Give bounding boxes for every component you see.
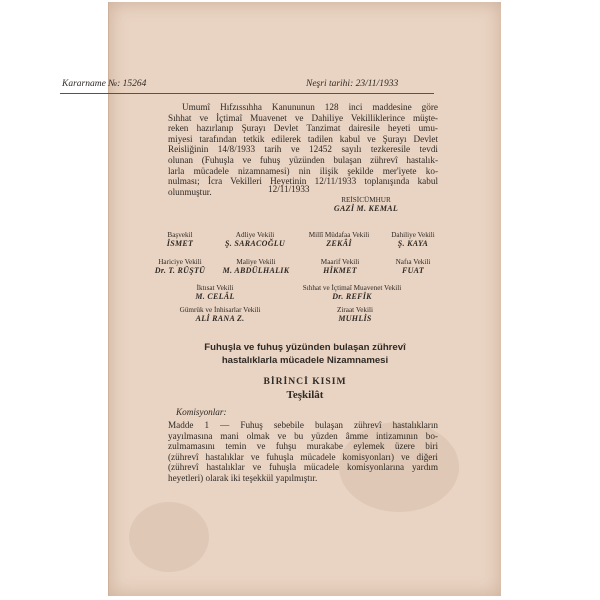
signature-title: Başvekil	[167, 231, 193, 239]
signature-block	[165, 306, 275, 323]
signature-name: FUAT	[401, 266, 425, 275]
signature-name: M. ABDÜLHALIK	[222, 266, 290, 275]
signature-title: Adliye Vekili	[235, 231, 275, 239]
signature-name: HİKMET	[323, 266, 357, 275]
signature-block	[145, 258, 215, 275]
signature-title: Maarif Vekili	[320, 258, 360, 266]
signature-name: Dr. REFİK	[332, 292, 372, 301]
president-name: GAZİ M. KEMAL	[333, 204, 399, 213]
signature-name: ZEKÂİ	[326, 239, 352, 248]
part-title: Teşkilât	[286, 389, 324, 401]
part-heading: BİRİNCİ KISIM	[263, 376, 347, 387]
signing-date: 12/11/1933	[268, 184, 310, 194]
signature-block	[215, 231, 295, 248]
signature-title: Ziraat Vekili	[337, 306, 373, 314]
signature-block	[145, 231, 215, 248]
intro-line: miyesi tarafından tetkik edilerek tadilen kabul ve Şurayı Devlet	[168, 133, 438, 144]
regulation-title-line: hastalıklarla mücadele Nizamnamesi	[221, 355, 389, 366]
signature-block	[215, 258, 297, 275]
regulation-title-line: Fuhuşla ve fuhuş yüzünden bulaşan zührevî	[204, 342, 406, 353]
regulation-title	[168, 341, 442, 367]
signature-block	[320, 306, 390, 323]
signature-name: Dr. T. RÜŞTÜ	[154, 266, 206, 275]
signature-name: İSMET	[166, 239, 194, 248]
article-line: zulmamasını temin ve fuhşu murakabe eylemek üzere biri	[168, 441, 438, 452]
article-line: heyetleri) olarak iki teşekkül yapılmıştır.	[168, 472, 318, 483]
section-label: Komisyonlar:	[176, 407, 227, 417]
signature-block	[380, 258, 446, 275]
signature-title: Sıhhat ve İçtimaî Muavenet Vekili	[302, 284, 402, 292]
signature-title: Nafıa Vekili	[395, 258, 431, 266]
intro-line: reken hazırlanıp Şurayı Devlet Tanzimat dairesile heyeti umu-	[168, 123, 438, 134]
intro-line: olunan (Fuhuşla ve fuhuş yüzünden bulaşan zührevî hastalık-	[168, 154, 438, 165]
article-line: yayılmasına mani olmak ve bu yüzden âmme intizamının bo-	[168, 430, 438, 441]
intro-line: Umumî Hıfzıssıhha Kanununun 128 inci maddesine göre	[182, 102, 438, 112]
signature-block	[282, 284, 422, 301]
intro-line: nulması; İcra Vekilleri Heyetinin 12/11/1933 toplanışında kabul	[168, 176, 438, 187]
intro-line: olunmuştur.	[168, 186, 212, 197]
article-1-paragraph	[168, 420, 438, 484]
paper-stain	[129, 502, 209, 572]
president-title: REİSİCÜMHUR	[341, 196, 391, 204]
signature-block	[298, 231, 380, 248]
signature-name: M. CELÂL	[195, 292, 235, 301]
signature-title: Maliye Vekili	[236, 258, 276, 266]
article-line: Madde 1 — Fuhuş sebebile bulaşan zührevî hastalıkların	[168, 420, 438, 430]
header-rule	[60, 93, 434, 94]
signature-name: MUHLİS	[338, 314, 372, 323]
signature-title: İktısat Vekili	[196, 284, 234, 292]
signature-block	[300, 258, 380, 275]
intro-line: Reisliğinin 14/8/1933 tarih ve 12452 sayılı tezkeresile tevdi	[168, 144, 438, 155]
article-line: (zührevî hastalıklar ve fuhuşla mücadele komisyonları) ve diğeri	[168, 451, 438, 462]
publication-date: Neşri tarihi: 23/11/1933	[306, 79, 399, 89]
intro-line: larla mücadele nizamnamesi) nin ilişik şekilde mer'iyete ko-	[168, 165, 438, 176]
signature-block	[175, 284, 255, 301]
president-signature	[316, 196, 416, 213]
decree-number: Kararname №: 15264	[62, 79, 147, 89]
signature-title: Gümrük ve İnhisarlar Vekili	[179, 306, 261, 314]
article-line: (zührevî hastalıklar ve fuhuşla mücadele komisyonlarına yardım	[168, 462, 438, 473]
intro-line: Sıhhat ve İçtimaî Muavenet ve Dahiliye Vekilliklerince müşte-	[168, 112, 438, 123]
signature-name: ALİ RANA Z.	[195, 314, 245, 323]
signature-title: Hariciye Vekili	[158, 258, 202, 266]
signature-name: Ş. KAYA	[397, 239, 429, 248]
signature-title: Millî Müdafaa Vekili	[308, 231, 370, 239]
signature-block	[380, 231, 446, 248]
signature-title: Dahiliye Vekili	[391, 231, 435, 239]
signature-name: Ş. SARACOĞLU	[224, 239, 286, 248]
